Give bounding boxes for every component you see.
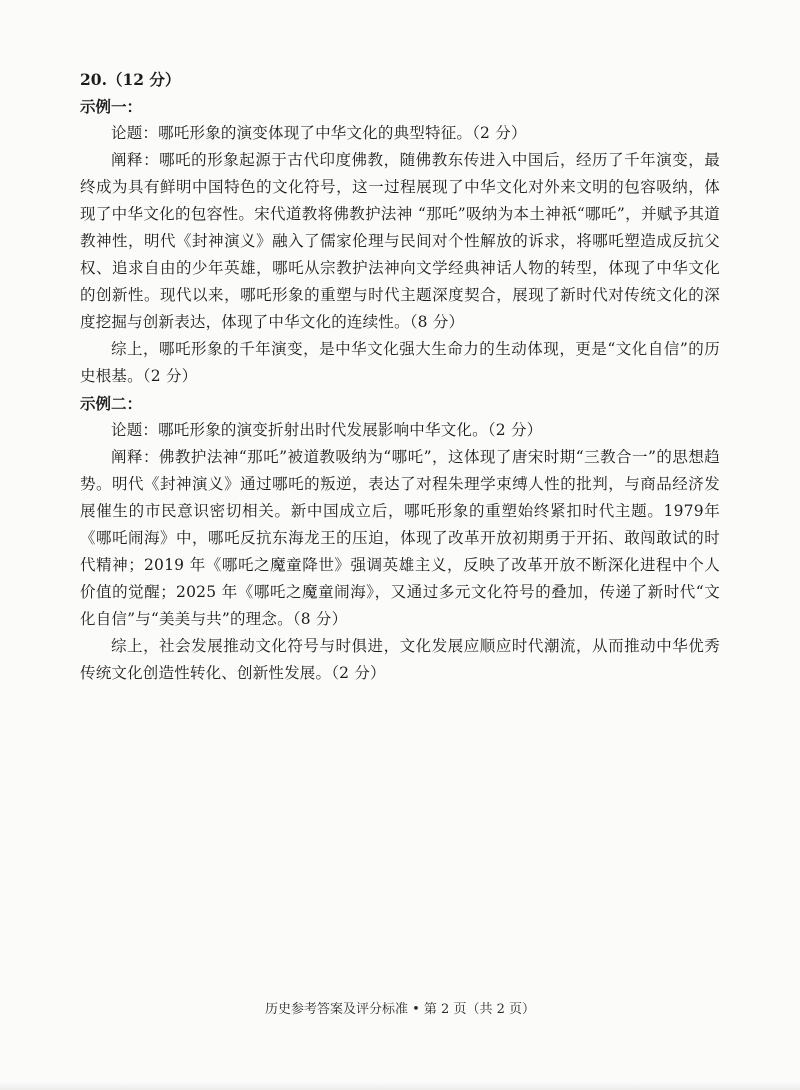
example-one-section [80, 93, 720, 390]
question-header: 20.（12 分） [80, 70, 181, 89]
example-two-thesis: 论题：哪吒形象的演变折射出时代发展影响中华文化。（2 分） [111, 421, 543, 439]
example-one-title: 示例一： [80, 97, 143, 116]
page-footer: 历史参考答案及评分标准 • 第 2 页（共 2 页） [264, 1002, 535, 1017]
page-edge-shadow [0, 1082, 800, 1090]
example-two-conclusion: 综上，社会发展推动文化符号与时俱进，文化发展应顺应时代潮流，从而推动中华优秀传统文化创造性转化、创新性发展。（2 分） [80, 637, 720, 682]
example-one-thesis: 论题：哪吒形象的演变体现了中华文化的典型特征。（2 分） [111, 124, 527, 142]
example-two-section [80, 390, 720, 687]
example-two-explanation: 阐释：佛教护法神“那吒”被道教吸纳为“哪吒”，这体现了唐宋时期“三教合一”的思想趋势。明代《封神演义》通过哪吒的叛逆，表达了对程朱理学束缚人性的批判，与商品经济发展催生的市民意识密切相关。新中国成立后，哪吒形象的重塑始终紧扣时代主题。1979年《哪吒闹海》中，哪吒反抗东海龙王的压迫，体现了改革开放初期勇于开拓、敢闯敢试的时代精神；2019 年《哪吒之魔童降世》强调英雄主义，反映了改革开放不断深化进程中个人价值的觉醒；2025 年《哪吒之魔童闹海》，又通过多元文化符号的叠加，传递了新时代“文化自信”与“美美与共”的理念。（8 分） [80, 448, 720, 628]
example-one-conclusion: 综上，哪吒形象的千年演变，是中华文化强大生命力的生动体现，更是“文化自信”的历史根基。（2 分） [80, 340, 720, 385]
example-one-explanation: 阐释：哪吒的形象起源于古代印度佛教，随佛教东传进入中国后，经历了千年演变，最终成为具有鲜明中国特色的文化符号，这一过程展现了中华文化对外来文明的包容吸纳，体现了中华文化的包容性。宋代道教将佛教护法神 “那吒”吸纳为本土神祇“哪吒”，并赋予其道教神性，明代《封神演义》融入了儒家伦理与民间对个性解放的诉求，将哪吒塑造成反抗父权、追求自由的少年英雄，哪吒从宗教护法神向文学经典神话人物的转型，体现了中华文化的创新性。现代以来，哪吒形象的重塑与时代主题深度契合，展现了新时代对传统文化的深度挖掘与创新表达，体现了中华文化的连续性。（8 分） [80, 151, 720, 331]
example-two-title: 示例二： [80, 394, 143, 413]
answer-content [80, 66, 720, 687]
